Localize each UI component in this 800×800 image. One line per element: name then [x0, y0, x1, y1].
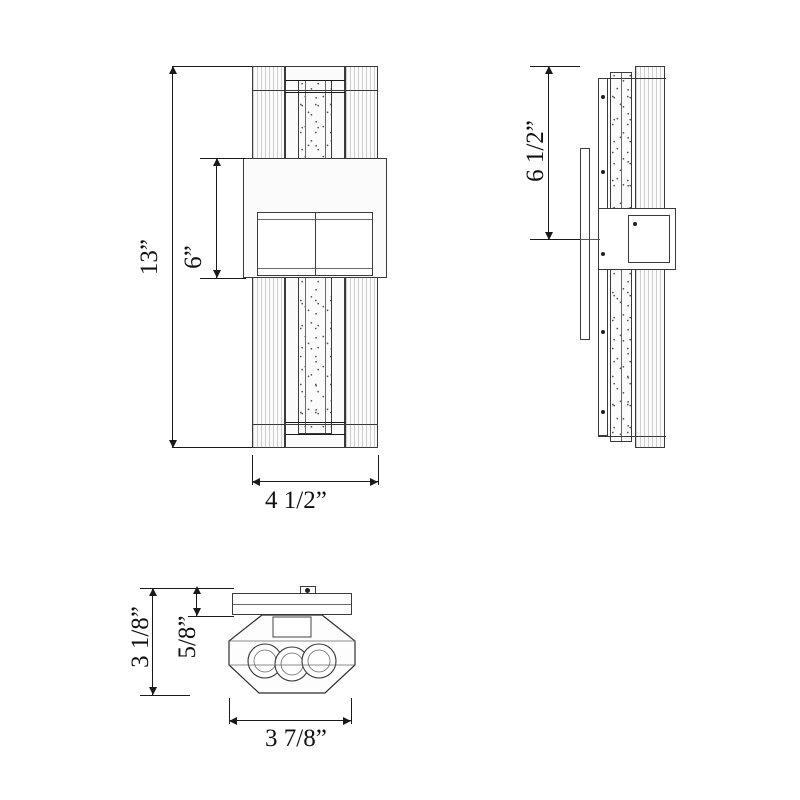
rod-cap-top	[285, 80, 345, 81]
collar-bottom-edge	[258, 268, 372, 269]
canopy-detail-view	[0, 520, 470, 800]
dim-line-backplate-height	[216, 158, 217, 278]
ext-line-width-right	[378, 455, 379, 485]
side-fastener-dot-6	[633, 222, 637, 226]
ext-line-canopy-width-right	[351, 698, 352, 724]
dim-label-side-height: 6 1/2”	[522, 120, 549, 182]
dim-label-canopy-width: 3 7/8”	[265, 725, 327, 752]
ext-line-overall-height-bottom	[172, 447, 252, 448]
side-backplate	[580, 148, 590, 340]
rod-cap-top-inner	[285, 92, 345, 93]
side-fastener-dot-4	[601, 330, 605, 334]
ext-line-canopy-depth-bottom	[140, 695, 190, 696]
panel-trim-top	[252, 90, 378, 91]
side-elevation-view	[470, 0, 800, 520]
ext-line-side-height-top	[530, 66, 580, 67]
band-edge-right	[386, 158, 387, 278]
canopy-center-screw	[305, 588, 310, 593]
dim-arrow-backplate-height-bottom	[213, 270, 221, 278]
dim-arrow-side-height-top	[545, 66, 553, 74]
collar-top-edge	[258, 219, 372, 220]
dim-label-backplate-height: 6”	[180, 245, 207, 269]
canopy-octagon-body	[227, 615, 357, 695]
ext-line-overall-height-top	[172, 66, 252, 67]
dim-arrow-canopy-width-left	[229, 717, 237, 725]
ext-line-backplate-top	[200, 158, 246, 159]
dim-arrow-overall-height-top	[169, 66, 177, 74]
front-elevation-view	[0, 0, 470, 520]
rod-cap-bottom-inner	[285, 422, 345, 423]
dim-line-overall-height	[172, 66, 173, 448]
panel-trim-bottom	[252, 424, 378, 425]
side-fastener-dot-5	[601, 410, 605, 414]
dim-arrow-canopy-width-right	[343, 717, 351, 725]
rod-cap-bottom	[285, 434, 345, 435]
dim-arrow-canopy-depth-bottom	[149, 687, 157, 695]
ext-line-width-left	[252, 455, 253, 485]
dim-line-canopy-width	[229, 720, 351, 721]
dim-line-overall-width	[252, 481, 378, 482]
dim-arrow-width-right	[370, 478, 378, 486]
ext-line-canopy-width-left	[229, 698, 230, 724]
side-fastener-dot-2	[601, 170, 605, 174]
dim-label-overall-width: 4 1/2”	[265, 487, 327, 514]
canopy-plate-inner-line	[233, 604, 351, 605]
ext-line-plate-thickness-top	[188, 588, 234, 589]
ext-line-side-height-bottom	[530, 239, 580, 240]
side-fastener-dot-3	[601, 252, 605, 256]
band-edge-left	[243, 158, 244, 278]
dim-label-canopy-plate-thickness: 5/8”	[174, 615, 201, 659]
side-cap-top	[598, 78, 666, 79]
side-cap-bottom	[598, 436, 666, 437]
dim-label-overall-height: 13”	[136, 238, 163, 276]
dim-arrow-backplate-height-top	[213, 158, 221, 166]
dim-label-canopy-depth: 3 1/8”	[127, 606, 154, 668]
side-fastener-dot-1	[601, 95, 605, 99]
collar-center-line	[315, 213, 316, 275]
dim-arrow-width-left	[252, 478, 260, 486]
